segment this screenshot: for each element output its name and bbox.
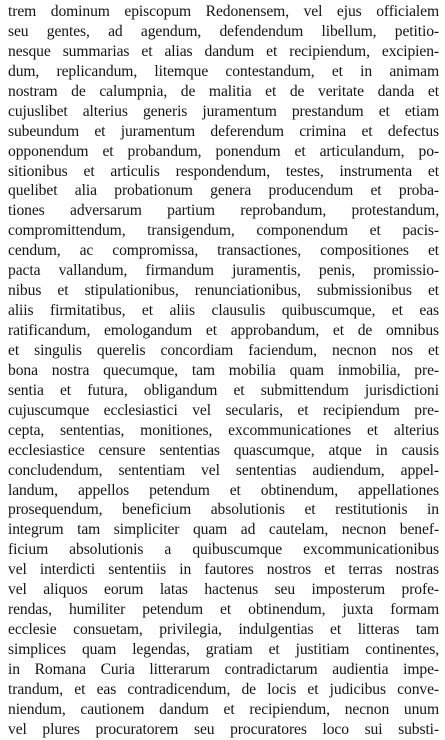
text-line: nibus et stipulationibus, renunciationibus, submissionibus et bbox=[8, 282, 439, 300]
text-line: cendum, ac compromissa, transactiones, compositiones et bbox=[8, 242, 439, 260]
text-line: ecclesie consuetam, privilegia, indulgentias et litteras tam bbox=[8, 621, 439, 639]
text-line: pacta vallandum, firmandum juramentis, penis, promissio- bbox=[8, 262, 439, 280]
text-line: compromittendum, transigendum, componendum et pacis- bbox=[8, 222, 439, 240]
text-line: concludendum, sententiam vel sententias audiendum, appel- bbox=[8, 461, 439, 479]
text-line: in Romana Curia litterarum contradictarum audientia impe- bbox=[8, 660, 439, 678]
text-line: vel plures procuratorem seu procuratores loco sui substi- bbox=[8, 720, 439, 738]
text-line: et singulis querelis concordiam faciendum, necnon nos et bbox=[8, 341, 439, 359]
text-line: bona nostra quecumque, tam mobilia quam inmobilia, pre- bbox=[8, 361, 439, 379]
text-line: ficium absolutionis a quibuscumque excommunicationibus bbox=[8, 541, 439, 559]
text-line: cepta, sententias, monitiones, excommunicationes et alterius bbox=[8, 421, 439, 439]
text-line: simplices quam legendas, gratiam et justitiam continentes, bbox=[8, 641, 439, 658]
text-line: cujuslibet alterius generis juramentum prestandum et etiam bbox=[8, 102, 439, 120]
text-line: dum, replicandum, litemque contestandum, et in animam bbox=[8, 62, 439, 80]
text-line: cujuscumque ecclesiastici vel secularis, et recipiendum pre- bbox=[8, 401, 439, 419]
text-line: landum, appellos petendum et obtinendum, appellationes bbox=[8, 481, 439, 499]
text-line: ecclesiastice censure sententias quascumque, atque in causis bbox=[8, 441, 439, 459]
text-line: ratificandum, emologandum et approbandum, et de omnibus bbox=[8, 322, 439, 339]
text-line: opponendum et probandum, ponendum et articulandum, po- bbox=[8, 142, 439, 160]
text-line: integrum tam simpliciter quam ad cautelam, necnon benef- bbox=[8, 521, 439, 539]
text-line: aliis firmitatibus, et aliis clausulis quibuscumque, et eas bbox=[8, 302, 439, 320]
text-line: trem dominum episcopum Redonensem, vel ejus officialem bbox=[8, 3, 439, 20]
text-line: sentia et futura, obligandum et submittendum jurisdictioni bbox=[8, 381, 439, 399]
text-line: sitionibus et articulis respondendum, testes, instrumenta et bbox=[8, 162, 439, 180]
text-line: tiones adversarum partium reprobandum, protestandum, bbox=[8, 202, 439, 220]
text-line: vel interdicti sententiis in fautores nostros et terras nostras bbox=[8, 561, 439, 579]
text-line: seu gentes, ad agendum, defendendum libellum, petitio- bbox=[8, 22, 439, 40]
text-line: vel aliquos eorum latas hactenus seu imposterum profe- bbox=[8, 581, 439, 599]
text-line: subeundum et juramentum deferendum crimina et defectus bbox=[8, 122, 439, 140]
text-line: trandum, et eas contradicendum, de locis et judicibus conve- bbox=[8, 680, 439, 698]
text-line: niendum, cautionem dandum et recipiendum, necnon unum bbox=[8, 700, 439, 718]
text-line: nostram de calumpnia, de malitia et de veritate danda et bbox=[8, 82, 439, 100]
text-line: nesque summarias et alias dandum et recipiendum, excipien- bbox=[8, 42, 439, 60]
text-line: rendas, humiliter petendum et obtinendum, juxta formam bbox=[8, 601, 439, 619]
text-line: quelibet alia probationum genera producendum et proba- bbox=[8, 182, 439, 200]
text-line: prosequendum, beneficium absolutionis et restitutionis in bbox=[8, 501, 439, 519]
